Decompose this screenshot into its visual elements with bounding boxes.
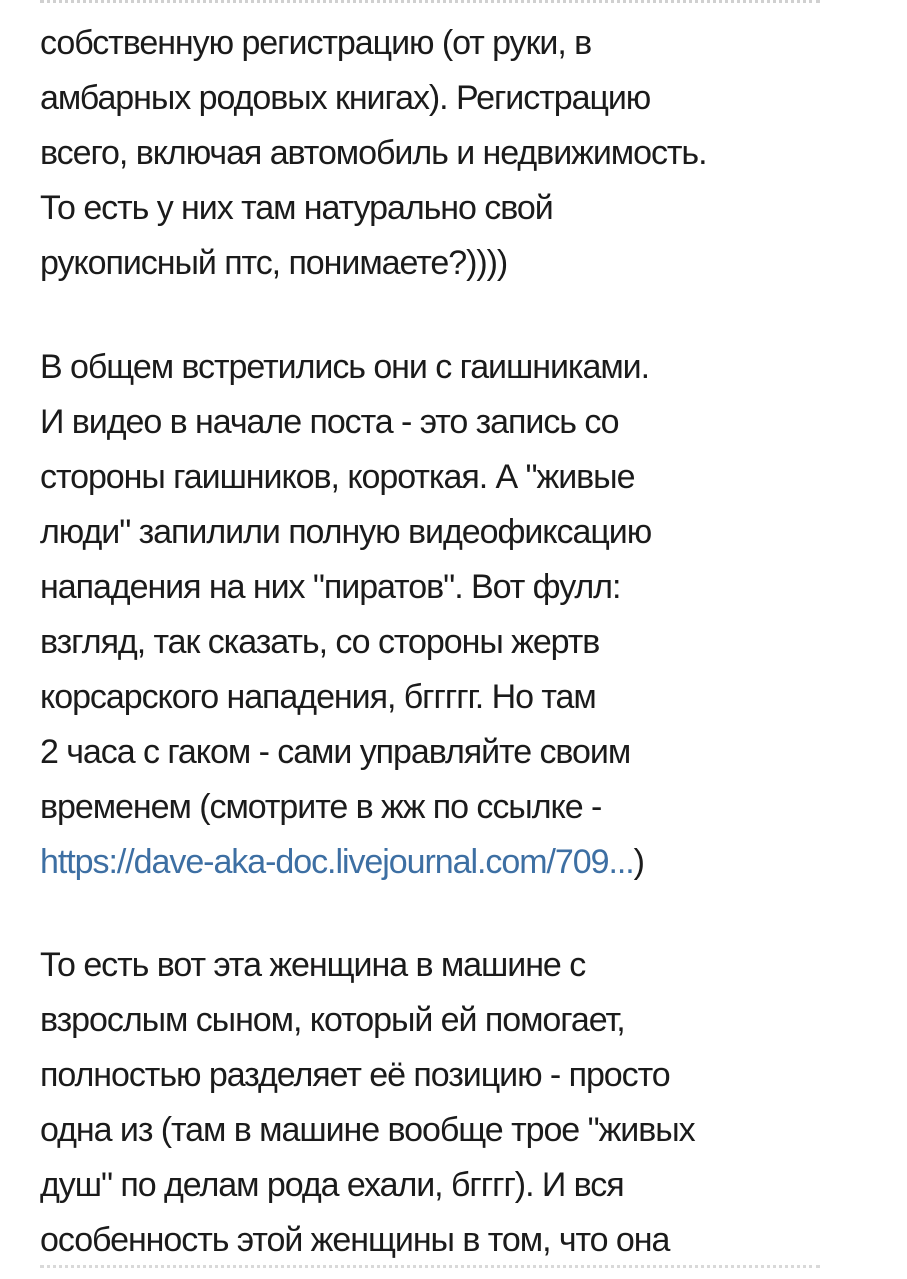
clipped-text-bottom bbox=[0, 1265, 907, 1279]
clipped-line-fragment bbox=[40, 1265, 820, 1271]
text-line: временем (смотрите в жж по ссылке - bbox=[40, 788, 602, 826]
text-line: особенность этой женщины в том, что она bbox=[40, 1221, 670, 1259]
text-line: корсарского нападения, бггггг. Но там bbox=[40, 678, 596, 716]
clipped-text-top bbox=[40, 0, 820, 6]
text-line: нападения на них "пиратов". Вот фулл: bbox=[40, 568, 621, 606]
text-line: собственную регистрацию (от руки, в bbox=[40, 24, 592, 62]
text-line: То есть вот эта женщина в машине с bbox=[40, 946, 586, 984]
text-line: взгляд, так сказать, со стороны жертв bbox=[40, 623, 600, 661]
paragraph-registration bbox=[40, 16, 707, 291]
text-line: То есть у них там натурально свой bbox=[40, 189, 553, 227]
text-line: стороны гаишников, короткая. А "живые bbox=[40, 458, 635, 496]
livejournal-link[interactable]: https://dave-aka-doc.livejournal.com/709... bbox=[40, 843, 634, 881]
text-line: И видео в начале поста - это запись со bbox=[40, 403, 619, 441]
text-line: всего, включая автомобиль и недвижимость. bbox=[40, 134, 707, 172]
text-line-with-link bbox=[40, 835, 651, 890]
paragraph-meeting bbox=[40, 340, 651, 890]
text-line: полностью разделяет её позицию - просто bbox=[40, 1056, 670, 1094]
text-line: амбарных родовых книгах). Регистрацию bbox=[40, 79, 651, 117]
text-line: люди" запилили полную видеофиксацию bbox=[40, 513, 652, 551]
text-line: рукописный птс, понимаете?)))) bbox=[40, 244, 508, 282]
paragraph-woman bbox=[40, 938, 695, 1268]
text-line: 2 часа с гаком - сами управляйте своим bbox=[40, 733, 631, 771]
link-suffix: ) bbox=[633, 843, 644, 881]
text-line: В общем встретились они с гаишниками. bbox=[40, 348, 649, 386]
text-line: душ" по делам рода ехали, бгггг). И вся bbox=[40, 1166, 624, 1204]
text-line: взрослым сыном, который ей помогает, bbox=[40, 1001, 625, 1039]
text-line: одна из (там в машине вообще трое "живых bbox=[40, 1111, 695, 1149]
